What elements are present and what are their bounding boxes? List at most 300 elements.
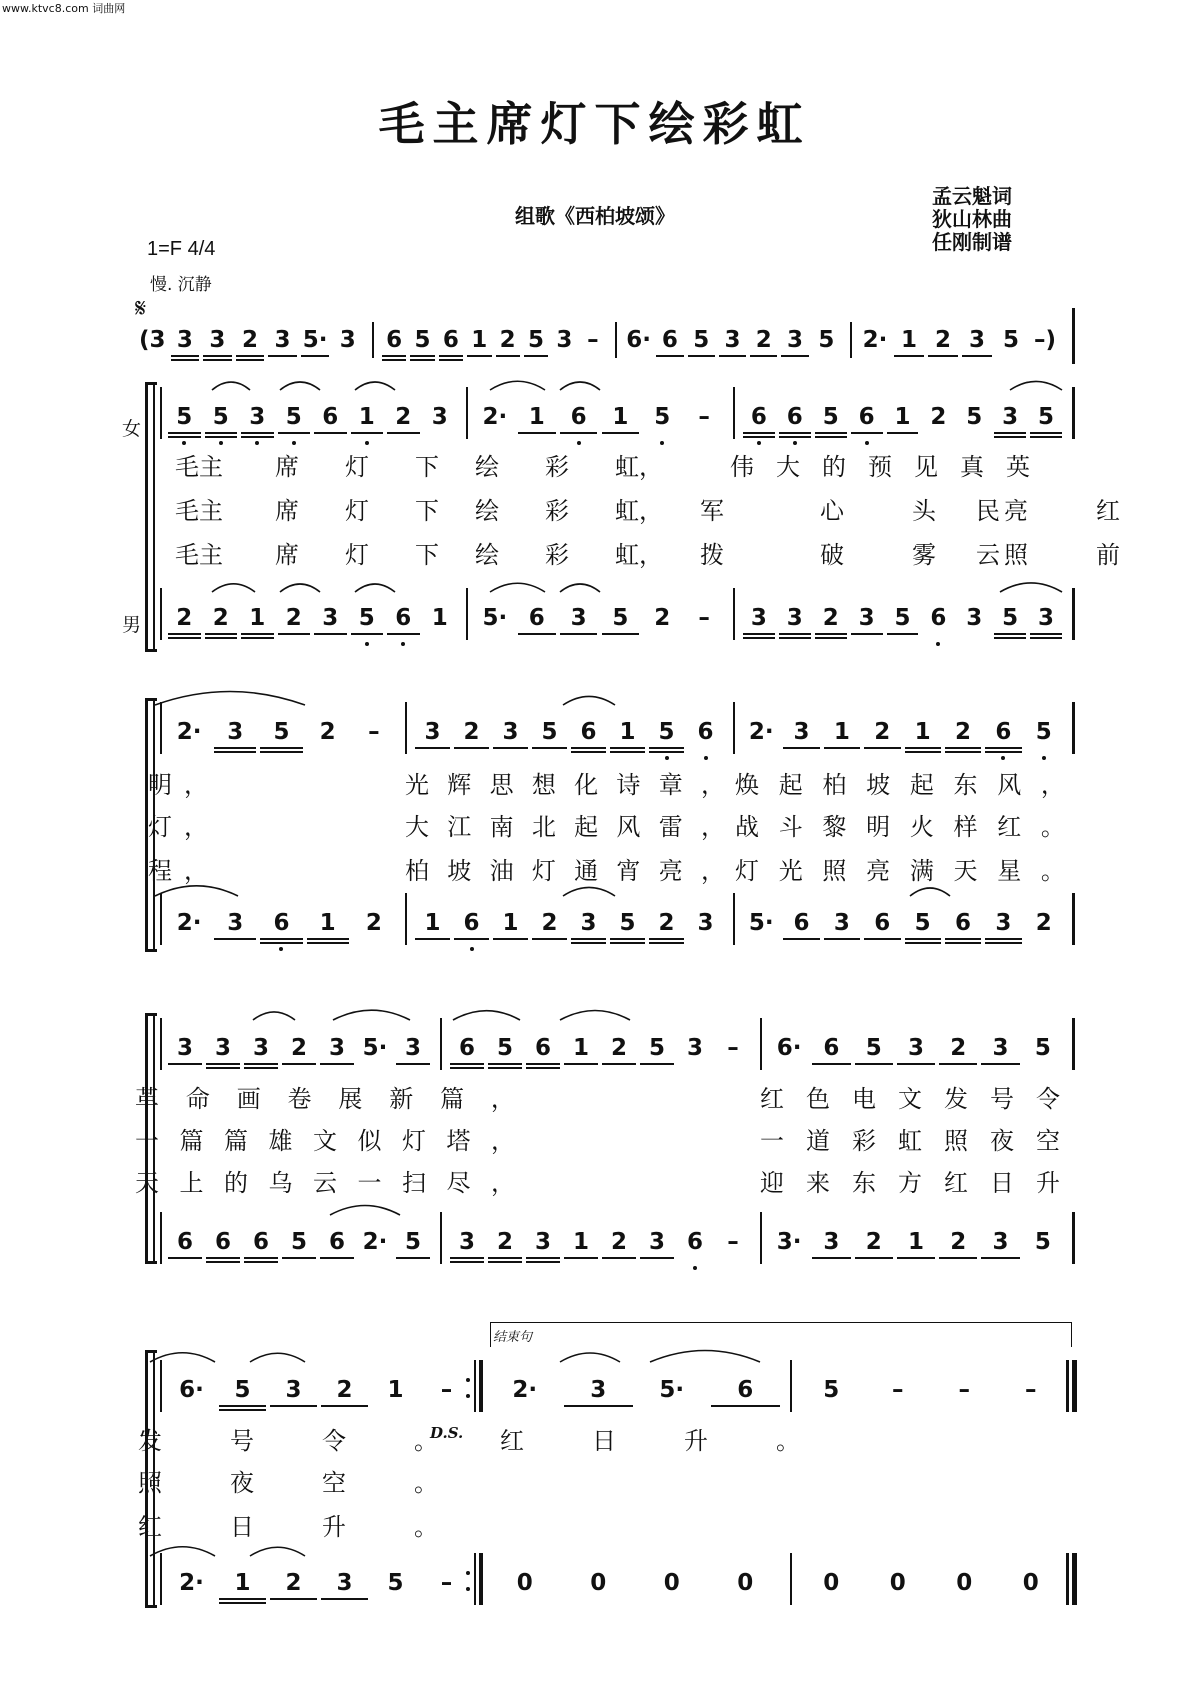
note: 6·: [179, 1377, 204, 1403]
note: 3: [171, 320, 200, 360]
lyricist-credit: 孟云魁词: [932, 184, 1012, 208]
slur: [560, 382, 600, 390]
site-watermark: www.ktvc8.com 词曲网: [2, 2, 126, 15]
lyric-char: 北: [531, 813, 556, 841]
lyric-char: 似: [357, 1127, 382, 1155]
slur: [333, 1010, 410, 1020]
note: 3: [743, 598, 775, 638]
lyric-char: 大: [405, 813, 429, 841]
note: 6: [922, 598, 954, 638]
extension-dash: –: [727, 1035, 739, 1061]
note: 5: [905, 903, 941, 943]
note: 2: [496, 320, 520, 360]
lyric-char: 红: [760, 1085, 784, 1113]
lyric-verse-3: 下: [415, 541, 439, 569]
lyric-char: 空: [322, 1469, 346, 1497]
lyric-char: 星: [997, 857, 1022, 885]
lyric-char: 灯: [531, 857, 556, 885]
note: 3·: [776, 1229, 802, 1255]
slur: [563, 696, 615, 705]
lyric-char: 天: [135, 1169, 159, 1197]
lyric-char: 宵: [616, 857, 641, 885]
note: 2: [928, 320, 958, 360]
extension-dash: –: [698, 404, 710, 430]
note: 2: [168, 598, 201, 638]
note: 5: [1002, 327, 1019, 353]
lyric-char: 斗: [778, 813, 803, 841]
lyric-char: 文: [313, 1127, 337, 1155]
lyric-char: 照: [822, 857, 847, 885]
note: 6: [168, 1222, 202, 1262]
lyric-char: 画: [236, 1085, 261, 1113]
lyric-char: 日: [990, 1169, 1014, 1197]
note: 6: [518, 598, 556, 638]
lyric-char: 见: [914, 453, 938, 481]
key-signature: 1=F 4/4: [147, 238, 216, 260]
lyric-char: 雾: [912, 541, 936, 569]
segno-sign: 𝄋: [135, 294, 147, 324]
rest: 0: [889, 1570, 906, 1596]
lyric-char: 。: [414, 1427, 438, 1455]
note: 5·: [659, 1377, 685, 1403]
lyric-char: 道: [806, 1127, 830, 1155]
note: (3: [139, 327, 166, 353]
note: 2: [1035, 910, 1052, 936]
lyric-char: 升: [684, 1427, 708, 1455]
note: 3: [206, 1028, 240, 1068]
lyric-char: ，: [184, 813, 208, 841]
note: 5: [823, 1377, 840, 1403]
note: 6: [450, 1028, 484, 1068]
note: 5: [966, 404, 983, 430]
lyric-char: 升: [1036, 1169, 1060, 1197]
note: 2: [649, 903, 684, 943]
note: 3: [697, 910, 714, 936]
note: 2: [488, 1222, 522, 1262]
lyric-char: 发: [138, 1427, 162, 1455]
slur: [155, 692, 305, 706]
note: 5: [602, 598, 640, 638]
note: 2: [602, 1222, 636, 1262]
lyric-char: 篇: [224, 1127, 248, 1155]
lyric-char: 尽: [446, 1169, 471, 1197]
note: 5: [1026, 712, 1062, 752]
rest: 0: [663, 1570, 680, 1596]
note: 3: [560, 598, 598, 638]
lyric-char: 伟: [730, 453, 754, 481]
note: 1: [602, 397, 640, 437]
lyric-char: 程: [148, 857, 172, 885]
transcriber-credit: 任刚制谱: [932, 230, 1012, 254]
lyric-char: 心: [820, 497, 844, 525]
lyric-char: ，: [700, 771, 725, 799]
lyric-char: 破: [820, 541, 844, 569]
lyric-char: 照: [944, 1127, 968, 1155]
note: 3: [556, 327, 573, 353]
slur: [150, 1353, 215, 1362]
lyric-verse-1: 毛主: [175, 453, 223, 481]
note: 6: [526, 1028, 560, 1068]
lyric-char: 展: [338, 1085, 363, 1113]
lyric-char: 满: [909, 857, 934, 885]
note: 5: [815, 397, 847, 437]
lyric-char: 灯: [148, 813, 172, 841]
note: 5·: [748, 910, 774, 936]
slur: [355, 584, 395, 592]
rest: 0: [516, 1570, 533, 1596]
note: 2: [387, 397, 420, 437]
note: 3: [415, 712, 450, 752]
note: 6: [244, 1222, 278, 1262]
note: 6: [851, 397, 883, 437]
lyric-char: 电: [852, 1085, 876, 1113]
lyric-char: 天: [953, 857, 978, 885]
lyric-char: 南: [489, 813, 514, 841]
lyric-char: 柏: [405, 857, 429, 885]
note: 3: [981, 1222, 1019, 1262]
slur: [490, 381, 545, 390]
lyric-char: 彩: [852, 1127, 876, 1155]
note: 5: [396, 1222, 430, 1262]
note: 6: [812, 1028, 850, 1068]
lyric-char: 亮: [658, 857, 683, 885]
note: 3: [321, 1563, 368, 1603]
note: 5: [410, 320, 434, 360]
lyric-char: 。: [776, 1427, 800, 1455]
note: 2: [532, 903, 567, 943]
slur: [280, 584, 320, 592]
note: 1: [824, 712, 860, 752]
lyric-char: 雷: [658, 813, 683, 841]
extension-dash: –: [1025, 1377, 1037, 1403]
note: 2: [270, 1563, 317, 1603]
note: 6·: [626, 327, 652, 353]
note: 6·: [776, 1035, 802, 1061]
note: 3: [241, 397, 274, 437]
lyric-char: 起: [778, 771, 803, 799]
lyric-char: 民: [976, 497, 1000, 525]
note: 5·: [362, 1035, 388, 1061]
lyric-char: 江: [447, 813, 472, 841]
note: 1: [887, 397, 919, 437]
note: 1: [351, 397, 384, 437]
note: 3: [214, 903, 256, 943]
lyric-char: 真: [960, 453, 984, 481]
lyric-verse-1: 绘: [475, 453, 499, 481]
rest: 0: [1022, 1570, 1039, 1596]
lyric-char: 头: [912, 497, 936, 525]
note: 2: [454, 712, 489, 752]
lyric-verse-3: 毛主: [175, 541, 223, 569]
lyric-char: 亮: [1004, 497, 1028, 525]
note: 3: [203, 320, 232, 360]
lyric-char: ，: [491, 1169, 515, 1197]
lyric-char: 的: [224, 1169, 248, 1197]
lyric-char: 升: [322, 1513, 346, 1541]
note: 2·: [482, 404, 508, 430]
lyric-char: 样: [953, 813, 978, 841]
note: 6: [206, 1222, 240, 1262]
note: 5·: [482, 605, 508, 631]
lyric-char: 战: [735, 813, 759, 841]
note: 1: [307, 903, 349, 943]
rest: 0: [956, 1570, 973, 1596]
lyric-char: 东: [852, 1169, 876, 1197]
note: 3: [686, 1035, 703, 1061]
note: 1: [564, 1028, 598, 1068]
note: 3: [994, 397, 1026, 437]
lyric-verse-3: 灯: [345, 541, 369, 569]
note: 5: [260, 712, 302, 752]
note: 6: [387, 598, 420, 638]
lyric-char: 东: [953, 771, 978, 799]
lyric-char: 军: [700, 497, 724, 525]
lyric-char: 红: [500, 1427, 524, 1455]
lyric-char: 前: [1096, 541, 1120, 569]
extension-dash: –: [587, 327, 599, 353]
lyric-char: 一: [760, 1127, 784, 1155]
lyric-char: 黎: [822, 813, 847, 841]
lyric-char: ，: [184, 857, 208, 885]
note: 3: [493, 712, 528, 752]
note: 5: [887, 598, 919, 638]
lyric-char: 明: [866, 813, 891, 841]
note: 5: [351, 598, 384, 638]
note: 2: [365, 910, 382, 936]
lyric-verse-3: 彩: [545, 541, 569, 569]
note: 6: [688, 712, 723, 752]
lyric-verse-1: 虹，: [615, 453, 663, 481]
lyric-char: 号: [990, 1085, 1014, 1113]
lyric-char: ，: [491, 1127, 515, 1155]
note: 3: [320, 1028, 354, 1068]
note: 5: [1034, 1229, 1051, 1255]
lyric-verse-2: 席: [275, 497, 299, 525]
slur: [563, 887, 615, 896]
lyric-verse-1: 下: [415, 453, 439, 481]
note: 3: [966, 605, 983, 631]
note: 5: [1034, 1035, 1051, 1061]
note: 5: [643, 397, 681, 437]
note: 5: [205, 397, 238, 437]
male-part-label: 男: [122, 614, 142, 636]
lyric-char: 柏: [822, 771, 847, 799]
lyric-char: 新: [389, 1085, 414, 1113]
note: 3: [339, 327, 356, 353]
lyric-char: 红: [1096, 497, 1120, 525]
lyric-char: 卷: [287, 1085, 312, 1113]
slur: [560, 1353, 620, 1362]
note: 6: [864, 903, 900, 943]
slur: [150, 1547, 215, 1556]
note: 2: [815, 598, 847, 638]
lyric-char: 通: [574, 857, 599, 885]
lyric-char: 令: [322, 1427, 346, 1455]
note: 5·: [301, 320, 330, 360]
note: 3: [214, 712, 256, 752]
note: 3: [985, 903, 1021, 943]
lyric-char: 篇: [179, 1127, 204, 1155]
lyric-verse-2: 绘: [475, 497, 499, 525]
note: 2·: [862, 327, 888, 353]
composer-credit: 狄山林曲: [932, 207, 1012, 231]
lyric-char: 化: [574, 771, 599, 799]
slur: [1000, 583, 1062, 592]
note: 3: [1030, 598, 1062, 638]
note: 1: [241, 598, 274, 638]
lyric-char: 红: [944, 1169, 968, 1197]
lyric-char: 红: [997, 813, 1022, 841]
note: 3: [431, 404, 448, 430]
note: 5: [610, 903, 645, 943]
slur: [253, 1012, 295, 1020]
lyric-char: 大: [776, 453, 800, 481]
note: 3: [783, 712, 819, 752]
lyric-char: 发: [944, 1085, 968, 1113]
lyric-char: 照: [1004, 541, 1028, 569]
note: 3: [640, 1222, 674, 1262]
note: 5: [688, 320, 715, 360]
lyric-char: 思: [489, 771, 514, 799]
lyric-char: 云: [313, 1169, 337, 1197]
note: 5: [219, 1370, 266, 1410]
note: 2: [939, 1028, 977, 1068]
note: 1: [467, 320, 491, 360]
note: 2: [319, 719, 336, 745]
note: 2: [321, 1370, 368, 1410]
lyric-char: 雄: [268, 1127, 293, 1155]
note: 6: [945, 903, 981, 943]
note: 3: [779, 598, 811, 638]
note: 2: [282, 1028, 316, 1068]
extension-dash: –: [368, 719, 380, 745]
note: 3: [244, 1028, 278, 1068]
slur: [355, 382, 395, 390]
lyric-verse-3: 席: [275, 541, 299, 569]
lyric-char: 照: [138, 1469, 162, 1497]
lyric-char: 日: [230, 1513, 254, 1541]
note: 6: [678, 1222, 712, 1262]
lyric-char: 一: [357, 1169, 382, 1197]
lyric-verse-2: 虹，: [615, 497, 663, 525]
lyric-verse-2: 彩: [545, 497, 569, 525]
lyric-char: 诗: [616, 771, 641, 799]
lyric-char: 章: [658, 771, 683, 799]
note: 3: [564, 1370, 634, 1410]
lyric-char: 来: [806, 1169, 830, 1197]
lyric-verse-1: 彩: [545, 453, 569, 481]
slur: [1010, 381, 1062, 390]
lyric-char: 。: [1040, 813, 1065, 841]
extension-dash: –: [727, 1229, 739, 1255]
note: 3: [897, 1028, 935, 1068]
note: 2·: [179, 1570, 204, 1596]
note: 1: [431, 605, 448, 631]
note: 2: [750, 320, 777, 360]
lyric-char: 起: [574, 813, 599, 841]
lyric-char: ，: [490, 1085, 515, 1113]
note: 2: [654, 605, 671, 631]
slur: [155, 886, 238, 896]
lyric-verse-2: 毛主: [175, 497, 223, 525]
note: 3: [314, 598, 347, 638]
note: 2·: [512, 1377, 538, 1403]
note: 3: [270, 1370, 317, 1410]
lyric-char: 命: [185, 1085, 210, 1113]
lyric-char: 空: [1036, 1127, 1060, 1155]
lyric-char: 坡: [447, 857, 472, 885]
note: 1: [219, 1563, 266, 1603]
slur: [490, 583, 545, 592]
note: 1: [564, 1222, 598, 1262]
slur: [212, 382, 250, 390]
extension-dash: –: [892, 1377, 904, 1403]
note: 1: [897, 1222, 935, 1262]
note: 3: [396, 1028, 430, 1068]
female-part-label: 女: [122, 418, 142, 440]
lyric-char: 。: [1040, 857, 1065, 885]
slur: [910, 888, 950, 896]
note: 3: [450, 1222, 484, 1262]
lyric-char: 扫: [402, 1169, 426, 1197]
note: 5: [168, 397, 201, 437]
lyric-char: 。: [414, 1513, 438, 1541]
lyric-char: 想: [531, 771, 556, 799]
extension-dash: –: [958, 1377, 970, 1403]
note: 6: [711, 1370, 781, 1410]
lyric-char: 方: [898, 1169, 922, 1197]
note: 2·: [748, 719, 774, 745]
ending-label: 结束句: [493, 1330, 533, 1345]
note: 3: [962, 320, 992, 360]
rest: 0: [823, 1570, 840, 1596]
note: 5: [488, 1028, 522, 1068]
note: 6: [382, 320, 406, 360]
lyric-char: 光: [778, 857, 803, 885]
note: 1: [905, 712, 941, 752]
note: 6: [314, 397, 347, 437]
lyric-verse-2: 下: [415, 497, 439, 525]
note: 5: [524, 320, 548, 360]
lyric-char: 塔: [446, 1127, 471, 1155]
note: 5: [387, 1570, 404, 1596]
note: 3: [168, 1028, 202, 1068]
note: 6: [260, 903, 302, 943]
note: 3: [824, 903, 860, 943]
lyric-char: 夜: [990, 1127, 1014, 1155]
lyric-char: 火: [909, 813, 934, 841]
note: 6: [320, 1222, 354, 1262]
lyric-char: 上: [179, 1169, 204, 1197]
lyric-char: 明: [148, 771, 172, 799]
note: 2·: [176, 719, 202, 745]
lyric-char: 风: [997, 771, 1022, 799]
note: 6: [571, 712, 606, 752]
rest: 0: [737, 1570, 754, 1596]
rest: 0: [590, 1570, 607, 1596]
note: 5: [282, 1222, 316, 1262]
note: 5: [994, 598, 1026, 638]
note: 5: [818, 327, 835, 353]
lyric-char: 夜: [230, 1469, 254, 1497]
note: 2: [278, 598, 311, 638]
slur: [280, 382, 320, 390]
note: 6: [783, 903, 819, 943]
note: 3: [981, 1028, 1019, 1068]
lyric-char: 坡: [866, 771, 891, 799]
song-title: 毛主席灯下绘彩虹: [378, 97, 811, 151]
lyric-char: 篇: [440, 1085, 465, 1113]
